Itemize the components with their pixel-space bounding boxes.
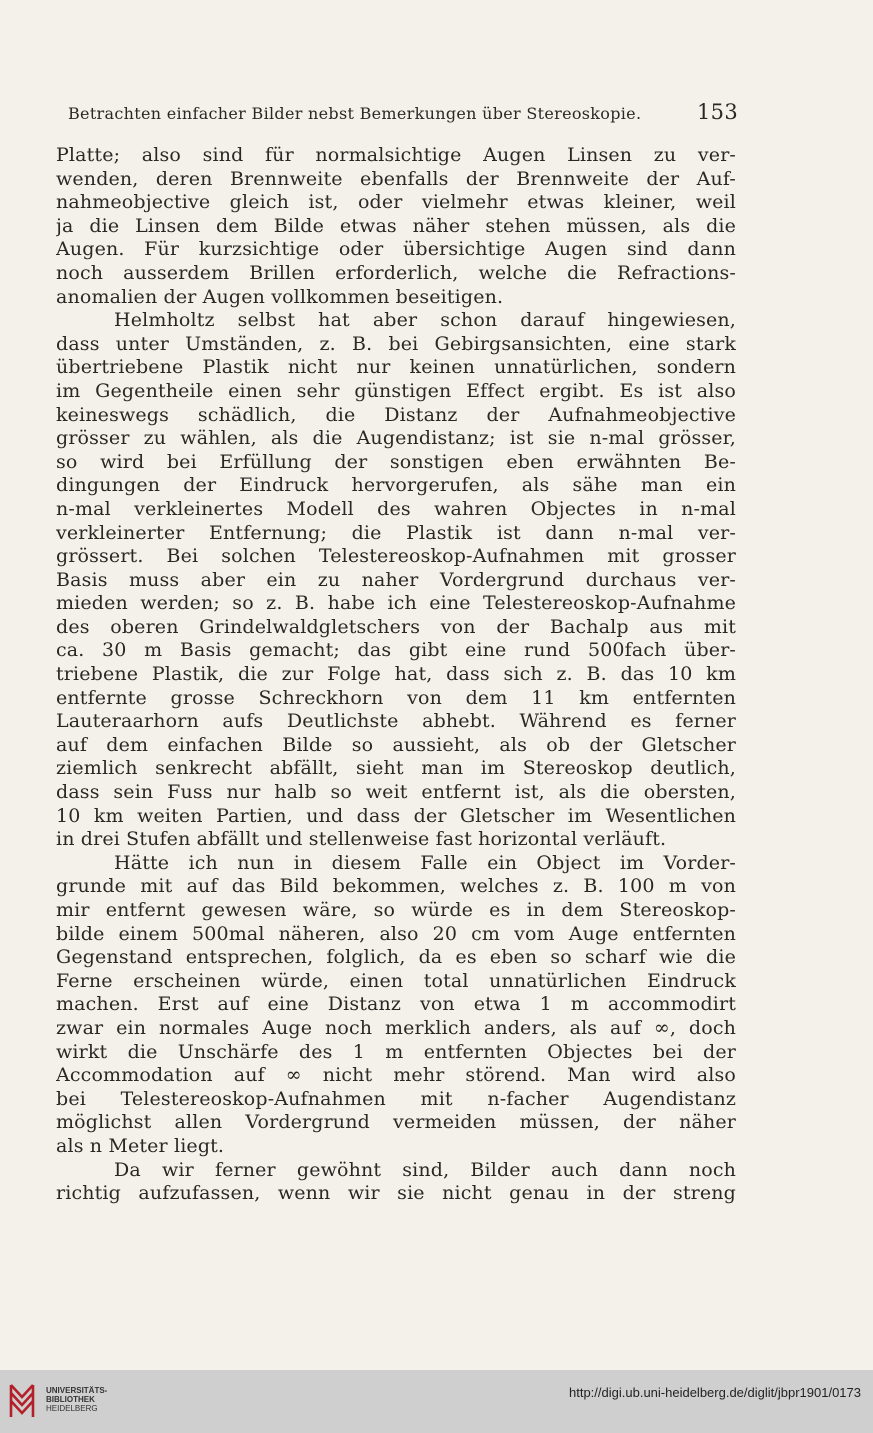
library-name: [46, 1386, 107, 1413]
text-line: wirkt die Unschärfe des 1 m entfernten Objectes bei der: [56, 1040, 736, 1063]
body-text: [56, 144, 736, 1206]
text-line: so wird bei Erfüllung der sonstigen eben erwähnten Be-: [56, 450, 736, 473]
text-line: triebene Plastik, die zur Folge hat, dass sich z. B. das 10 km: [56, 663, 736, 686]
library-line: UNIVERSITÄTS-: [46, 1386, 108, 1395]
text-line: mieden werden; so z. B. habe ich eine Telestereoskop-Aufnahme: [56, 592, 736, 615]
library-line: BIBLIOTHEK: [46, 1395, 95, 1404]
text-line: dass sein Fuss nur halb so weit entfernt ist, als die obersten,: [56, 781, 736, 804]
text-line: anomalien der Augen vollkommen beseitigen.: [56, 285, 504, 308]
text-line: Accommodation auf ∞ nicht mehr störend. Man wird also: [56, 1064, 736, 1087]
viewer-footer: [0, 1370, 873, 1433]
text-line: grösser zu wählen, als die Augendistanz; ist sie n-mal grösser,: [56, 427, 736, 450]
text-line: als n Meter liegt.: [56, 1134, 225, 1157]
text-line: bei Telestereoskop-Aufnahmen mit n-facher Augendistanz: [56, 1087, 736, 1110]
text-line: mir entfernt gewesen wäre, so würde es in dem Stereoskop-: [56, 899, 736, 921]
library-line: HEIDELBERG: [46, 1404, 98, 1413]
text-line: bilde einem 500mal näheren, also 20 cm vom Auge entfernten: [56, 922, 736, 945]
text-line: Augen. Für kurzsichtige oder übersichtige Augen sind dann: [56, 238, 736, 261]
text-line: möglichst allen Vordergrund vermeiden müssen, der näher: [56, 1111, 736, 1134]
text-line: im Gegentheile einen sehr günstigen Effect ergibt. Es ist also: [56, 379, 736, 402]
running-header: [68, 100, 738, 124]
text-line: ziemlich senkrecht abfällt, sieht man im Stereoskop deutlich,: [56, 757, 736, 780]
text-line: auf dem einfachen Bilde so aussieht, als ob der Gletscher: [56, 733, 736, 756]
university-library-logo-icon: [8, 1377, 36, 1421]
text-line: grunde mit auf das Bild bekommen, welches z. B. 100 m von: [56, 875, 736, 898]
text-line: zwar ein normales Auge noch merklich anders, als auf ∞, doch: [56, 1016, 736, 1039]
text-line: Hätte ich nun in diesem Falle ein Object im Vorder-: [114, 851, 736, 874]
text-line: nahmeobjective gleich ist, oder vielmehr etwas kleiner, weil: [56, 191, 736, 214]
text-line: wenden, deren Brennweite ebenfalls der Brennweite der Auf-: [56, 167, 736, 190]
text-line: Gegenstand entsprechen, folglich, da es eben so scharf wie die: [56, 946, 736, 969]
text-line: grössert. Bei solchen Telestereoskop-Aufnahmen mit grosser: [56, 545, 736, 568]
text-line: keineswegs schädlich, die Distanz der Aufnahmeobjective: [56, 403, 736, 426]
text-line: ca. 30 m Basis gemacht; das gibt eine rund 500fach über-: [56, 639, 736, 662]
text-line: noch ausserdem Brillen erforderlich, welche die Refractions-: [56, 261, 736, 284]
text-line: übertriebene Plastik nicht nur keinen unnatürlichen, sondern: [56, 356, 736, 379]
text-line: dass unter Umständen, z. B. bei Gebirgsansichten, eine stark: [56, 332, 736, 355]
page-number: 153: [697, 100, 738, 124]
text-line: verkleinerter Entfernung; die Plastik ist dann n-mal ver-: [56, 521, 736, 544]
text-line: Lauteraarhorn aufs Deutlichste abhebt. Während es ferner: [56, 710, 736, 733]
text-line: Da wir ferner gewöhnt sind, Bilder auch dann noch: [114, 1158, 736, 1181]
text-line: Platte; also sind für normalsichtige Augen Linsen zu ver-: [56, 144, 736, 166]
text-line: Basis muss aber ein zu naher Vordergrund durchaus ver-: [56, 568, 736, 591]
text-line: des oberen Grindelwaldgletschers von der Bachalp aus mit: [56, 615, 736, 638]
text-line: Helmholtz selbst hat aber schon darauf hingewiesen,: [114, 309, 736, 332]
text-line: in drei Stufen abfällt und stellenweise fast horizontal verläuft.: [56, 828, 667, 851]
text-line: n-mal verkleinertes Modell des wahren Objectes in n-mal: [56, 497, 736, 520]
text-line: 10 km weiten Partien, und dass der Gletscher im Wesentlichen: [56, 804, 736, 827]
text-line: Ferne erscheinen würde, einen total unnatürlichen Eindruck: [56, 969, 736, 992]
text-line: ja die Linsen dem Bilde etwas näher stehen müssen, als die: [56, 214, 736, 237]
text-line: richtig aufzufassen, wenn wir sie nicht genau in der streng: [56, 1182, 736, 1205]
text-line: dingungen der Eindruck hervorgerufen, als sähe man ein: [56, 474, 736, 497]
text-line: entfernte grosse Schreckhorn von dem 11 km entfernten: [56, 686, 736, 709]
running-title: Betrachten einfacher Bilder nebst Bemerkungen über Stereoskopie.: [68, 104, 642, 123]
text-line: machen. Erst auf eine Distanz von etwa 1 m accommodirt: [56, 993, 736, 1016]
permalink-url[interactable]: http://digi.ub.uni-heidelberg.de/diglit/jbpr1901/0173: [569, 1385, 861, 1400]
